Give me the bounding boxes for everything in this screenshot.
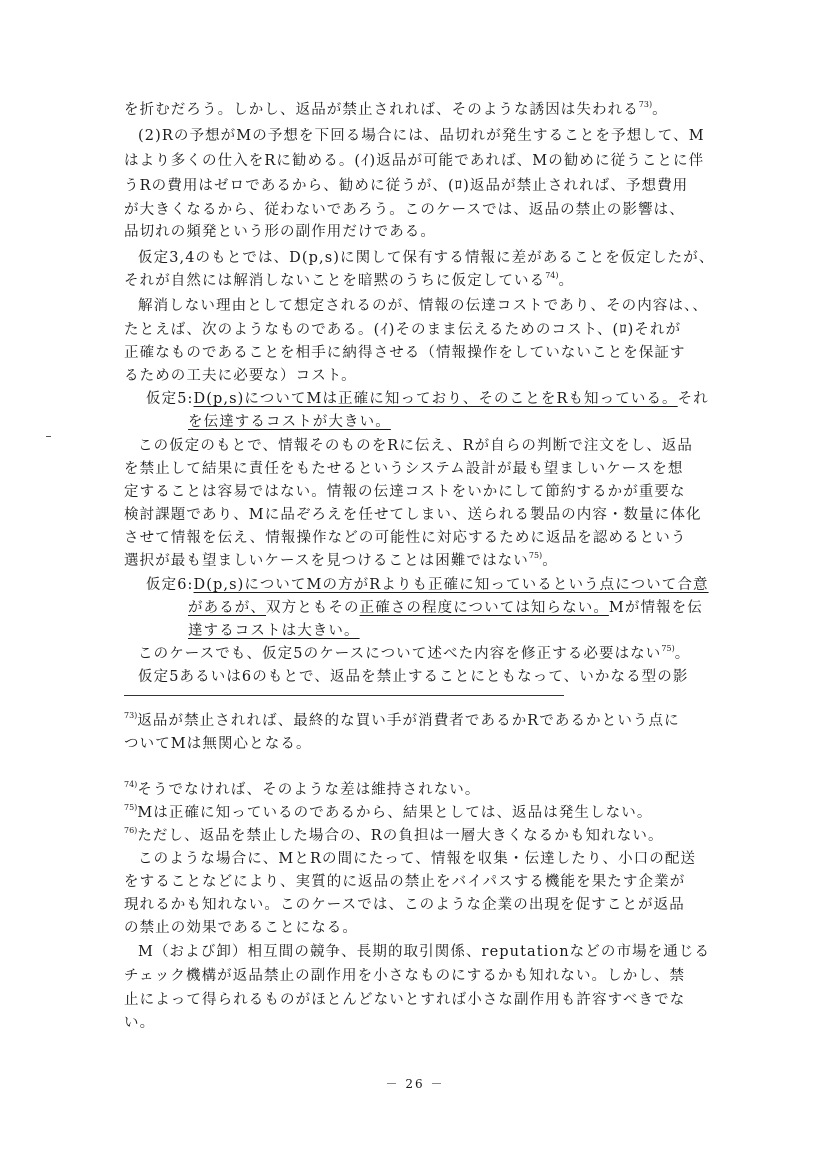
footnote-body-line: M（および卸）相互間の競争、長期的取引関係、reputationなどの市場を通じる xyxy=(138,944,711,960)
body-line: 仮定3,4のもとでは、D(p,s)に関して保有する情報に差があることを仮定したが、 xyxy=(138,250,715,266)
body-line: 品切れの頻発という形の副作用だけである。 xyxy=(124,224,436,240)
body-line: させて情報を伝え、情報操作などの可能性に対応するために返品を認めるという xyxy=(124,530,687,546)
footnote-74: $^{74)}$そうでなければ、そのような差は維持されない。 xyxy=(124,780,481,798)
footnote-body-line: 止によって得られるものがほとんどないとすれば小さな副作用も許容すべきでな xyxy=(124,992,686,1008)
footnote-body-line: をすることなどにより、実質的に返品の禁止をバイパスする機能を果たす企業が xyxy=(124,874,686,890)
assumption-label: 仮定5: xyxy=(146,391,194,407)
footnote-body-line: 現れるかも知れない。このケースでは、このような企業の出現を促すことが返品 xyxy=(124,897,685,913)
margin-mark xyxy=(46,436,51,437)
footnote-number: 75) xyxy=(124,803,138,812)
footnote-73: $^{73)}$返品が禁止されれば、最終的な買い手が消費者であるかRであるかという点に xyxy=(124,711,680,729)
footnote-ref: 75) xyxy=(661,644,675,653)
footnote-75: $^{75)}$Mは正確に知っているのであるから、結果としては、返品は発生しない。 xyxy=(124,803,653,821)
footnote-body-line: の禁止の効果であることになる。 xyxy=(124,920,358,936)
body-line: それが自然には解消しないことを暗黙のうちに仮定している$^{74)}$。 xyxy=(124,271,575,289)
footnote-number: 73) xyxy=(124,711,138,720)
footnote-body-line: い。 xyxy=(124,1015,156,1031)
footnote-73-cont: ついてMは無関心となる。 xyxy=(124,736,312,752)
footnote-body-line: チェック機構が返品禁止の副作用を小さなものにするかも知れない。しかし、禁 xyxy=(124,968,686,984)
body-line: 仮定5あるいは6のもとで、返品を禁止することにともなって、いかなる型の影 xyxy=(138,669,689,685)
body-line: 解消しない理由として想定されるのが、情報の伝達コストであり、その内容は、、 xyxy=(138,298,708,314)
assumption-6-line-1: 仮定6:D(p,s)についてMの方がRよりも正確に知っているという点について合意 xyxy=(146,577,709,593)
footnote-76: $^{76)}$ただし、返品を禁止した場合の、Rの負担は一層大きくなるかも知れない。 xyxy=(124,826,664,844)
body-line: るための工夫に必要な）コスト。 xyxy=(124,368,357,384)
body-line: を折むだろう。しかし、返品が禁止されれば、そのような誘因は失われる$^{73)}$。 xyxy=(124,100,668,118)
footnote-ref: 74) xyxy=(545,271,559,280)
body-line: (2)Rの予想がMの予想を下回る場合には、品切れが発生することを予想して、M xyxy=(138,128,705,144)
footnote-separator xyxy=(124,695,564,696)
assumption-6-line-3: 達するコストは大きい。 xyxy=(188,623,360,639)
footnote-number: 74) xyxy=(124,780,138,789)
assumption-6-line-2: があるが、双方ともその正確さの程度については知らない。Mが情報を伝 xyxy=(188,600,703,616)
page-number: － 26 － xyxy=(385,1077,445,1091)
body-line: たとえば、次のようなものである。(ｲ)そのまま伝えるためのコスト、(ﾛ)それが xyxy=(124,322,682,338)
footnote-ref: 75) xyxy=(528,551,543,560)
body-line: この仮定のもとで、情報そのものをRに伝え、Rが自らの判断で注文をし、返品 xyxy=(138,438,694,454)
assumption-5-line-1: 仮定5:D(p,s)についてMは正確に知っており、そのことをRも知っている。それ xyxy=(146,391,709,407)
body-line: 定することは容易ではない。情報の伝達コストをいかにして節約するかが重要な xyxy=(124,484,686,500)
body-line: 選択が最も望ましいケースを見つけることは困難ではない$^{75)}$。 xyxy=(124,551,558,569)
footnote-number: 76) xyxy=(124,826,138,835)
body-line: を禁止して結果に責任をもたせるというシステム設計が最も望ましいケースを想 xyxy=(124,461,684,477)
body-line: はより多くの仕入をRに勧める。(ｲ)返品が可能であれば、Mの勧めに従うことに伴 xyxy=(124,153,705,169)
body-line: 検討課題であり、Mに品ぞろえを任せてしまい、送られる製品の内容・数量に体化 xyxy=(124,507,702,523)
assumption-5-line-2: を伝達するコストが大きい。 xyxy=(188,414,391,430)
body-line: うRの費用はゼロであるから、勧めに従うが、(ﾛ)返品が禁止されれば、予想費用 xyxy=(124,178,689,194)
body-line: が大きくなるから、従わないであろう。このケースでは、返品の禁止の影響は、 xyxy=(124,202,685,218)
body-line: このケースでも、仮定5のケースについて述べた内容を修正する必要はない$^{75)}$。 xyxy=(138,644,691,662)
footnote-ref: 73) xyxy=(638,100,653,109)
assumption-label: 仮定6: xyxy=(146,577,194,593)
body-line: 正確なものであることを相手に納得させる（情報操作をしていないことを保証す xyxy=(124,345,686,361)
footnote-body-line: このような場合に、MとRの間にたって、情報を収集・伝達したり、小口の配送 xyxy=(138,851,697,867)
